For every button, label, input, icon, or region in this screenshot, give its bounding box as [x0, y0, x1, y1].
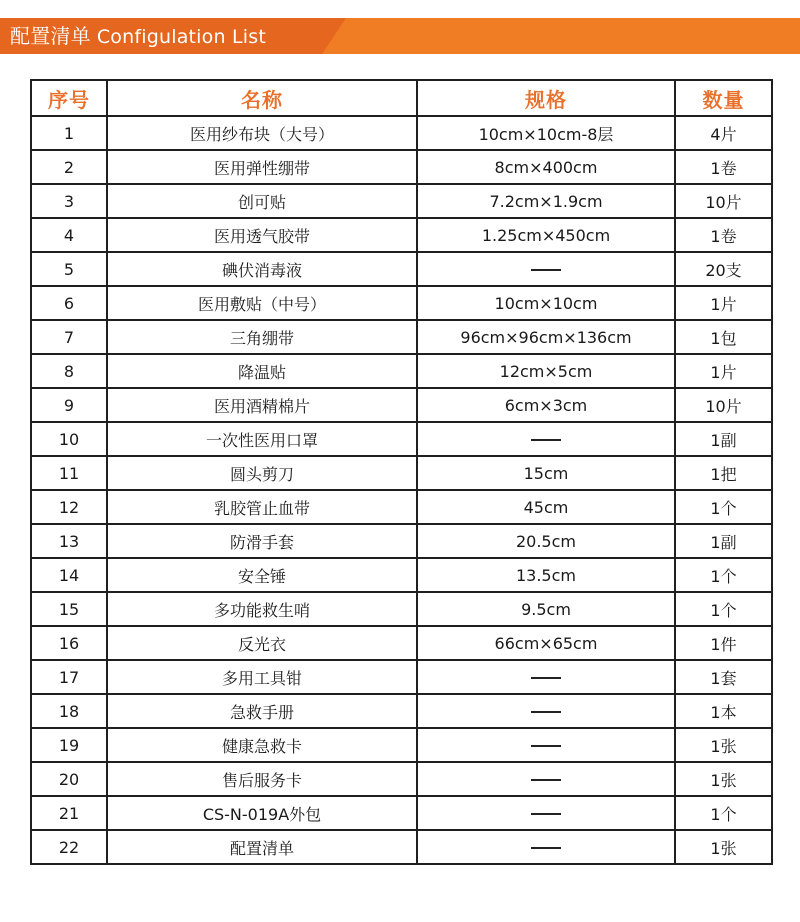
table-row [31, 592, 772, 626]
cell-spec: 1.25cm×450cm [417, 218, 675, 252]
table-row [31, 490, 772, 524]
table-row [31, 320, 772, 354]
cell-spec: 20.5cm [417, 524, 675, 558]
cell-no: 17 [31, 660, 107, 694]
cell-no: 4 [31, 218, 107, 252]
table-row [31, 830, 772, 864]
table-row [31, 796, 772, 830]
table-row [31, 626, 772, 660]
cell-qty: 1副 [675, 524, 772, 558]
cell-qty: 1张 [675, 728, 772, 762]
cell-spec [417, 762, 675, 796]
cell-qty: 10片 [675, 184, 772, 218]
cell-spec: 8cm×400cm [417, 150, 675, 184]
empty-spec-dash [531, 745, 561, 747]
cell-spec [417, 728, 675, 762]
column-header-spec: 规格 [417, 80, 675, 116]
cell-no: 9 [31, 388, 107, 422]
empty-spec-dash [531, 813, 561, 815]
cell-qty: 1片 [675, 286, 772, 320]
title-banner [0, 18, 800, 54]
table-body [31, 116, 772, 864]
cell-qty: 1卷 [675, 218, 772, 252]
cell-qty: 1个 [675, 490, 772, 524]
cell-no: 5 [31, 252, 107, 286]
cell-name: CS-N-019A外包 [107, 796, 417, 830]
cell-no: 15 [31, 592, 107, 626]
empty-spec-dash [531, 439, 561, 441]
table-row [31, 354, 772, 388]
cell-no: 16 [31, 626, 107, 660]
cell-qty: 1张 [675, 762, 772, 796]
cell-spec: 45cm [417, 490, 675, 524]
cell-spec: 6cm×3cm [417, 388, 675, 422]
column-header-no: 序号 [31, 80, 107, 116]
cell-qty: 1套 [675, 660, 772, 694]
cell-qty: 1包 [675, 320, 772, 354]
cell-no: 3 [31, 184, 107, 218]
cell-spec [417, 422, 675, 456]
table-header-row [31, 80, 772, 116]
table-row [31, 388, 772, 422]
cell-qty: 1卷 [675, 150, 772, 184]
cell-no: 11 [31, 456, 107, 490]
cell-spec: 15cm [417, 456, 675, 490]
cell-name: 防滑手套 [107, 524, 417, 558]
table-row [31, 456, 772, 490]
cell-no: 21 [31, 796, 107, 830]
cell-qty: 1个 [675, 796, 772, 830]
cell-no: 7 [31, 320, 107, 354]
cell-no: 14 [31, 558, 107, 592]
cell-no: 22 [31, 830, 107, 864]
column-header-name: 名称 [107, 80, 417, 116]
cell-spec: 7.2cm×1.9cm [417, 184, 675, 218]
empty-spec-dash [531, 677, 561, 679]
cell-name: 创可贴 [107, 184, 417, 218]
cell-spec [417, 252, 675, 286]
cell-name: 圆头剪刀 [107, 456, 417, 490]
configuration-table [30, 79, 773, 865]
cell-qty: 1把 [675, 456, 772, 490]
table-row [31, 286, 772, 320]
cell-qty: 1本 [675, 694, 772, 728]
table-row [31, 150, 772, 184]
cell-no: 13 [31, 524, 107, 558]
table-row [31, 116, 772, 150]
table-row [31, 218, 772, 252]
cell-qty: 1副 [675, 422, 772, 456]
cell-name: 反光衣 [107, 626, 417, 660]
cell-qty: 1张 [675, 830, 772, 864]
table-row [31, 422, 772, 456]
cell-spec [417, 694, 675, 728]
cell-name: 健康急救卡 [107, 728, 417, 762]
cell-name: 医用敷贴（中号） [107, 286, 417, 320]
cell-spec: 10cm×10cm [417, 286, 675, 320]
table-row [31, 184, 772, 218]
cell-name: 多功能救生哨 [107, 592, 417, 626]
cell-name: 医用弹性绷带 [107, 150, 417, 184]
cell-no: 20 [31, 762, 107, 796]
page-title [10, 18, 266, 54]
cell-no: 6 [31, 286, 107, 320]
cell-name: 医用酒精棉片 [107, 388, 417, 422]
cell-name: 医用透气胶带 [107, 218, 417, 252]
cell-no: 1 [31, 116, 107, 150]
cell-no: 2 [31, 150, 107, 184]
cell-spec: 10cm×10cm-8层 [417, 116, 675, 150]
page-title-cn: 配置清单 [10, 24, 91, 48]
cell-qty: 1件 [675, 626, 772, 660]
table-row [31, 524, 772, 558]
table-row [31, 252, 772, 286]
cell-spec: 13.5cm [417, 558, 675, 592]
empty-spec-dash [531, 711, 561, 713]
empty-spec-dash [531, 847, 561, 849]
cell-name: 售后服务卡 [107, 762, 417, 796]
page-title-en: Configulation List [96, 26, 266, 48]
cell-no: 10 [31, 422, 107, 456]
table-row [31, 694, 772, 728]
cell-name: 配置清单 [107, 830, 417, 864]
cell-name: 碘伏消毒液 [107, 252, 417, 286]
cell-name: 降温贴 [107, 354, 417, 388]
cell-qty: 1个 [675, 592, 772, 626]
cell-name: 医用纱布块（大号） [107, 116, 417, 150]
cell-name: 三角绷带 [107, 320, 417, 354]
cell-no: 12 [31, 490, 107, 524]
cell-qty: 10片 [675, 388, 772, 422]
cell-qty: 1个 [675, 558, 772, 592]
cell-spec [417, 830, 675, 864]
empty-spec-dash [531, 269, 561, 271]
cell-no: 18 [31, 694, 107, 728]
column-header-qty: 数量 [675, 80, 772, 116]
cell-name: 安全锤 [107, 558, 417, 592]
cell-name: 多用工具钳 [107, 660, 417, 694]
cell-qty: 20支 [675, 252, 772, 286]
empty-spec-dash [531, 779, 561, 781]
cell-qty: 1片 [675, 354, 772, 388]
cell-spec [417, 660, 675, 694]
cell-no: 19 [31, 728, 107, 762]
cell-no: 8 [31, 354, 107, 388]
banner-light-segment [322, 18, 800, 54]
cell-spec: 66cm×65cm [417, 626, 675, 660]
cell-spec [417, 796, 675, 830]
table-row [31, 762, 772, 796]
cell-spec: 9.5cm [417, 592, 675, 626]
cell-name: 急救手册 [107, 694, 417, 728]
cell-name: 一次性医用口罩 [107, 422, 417, 456]
cell-spec: 96cm×96cm×136cm [417, 320, 675, 354]
table-row [31, 558, 772, 592]
table-row [31, 660, 772, 694]
table-row [31, 728, 772, 762]
cell-spec: 12cm×5cm [417, 354, 675, 388]
cell-qty: 4片 [675, 116, 772, 150]
cell-name: 乳胶管止血带 [107, 490, 417, 524]
